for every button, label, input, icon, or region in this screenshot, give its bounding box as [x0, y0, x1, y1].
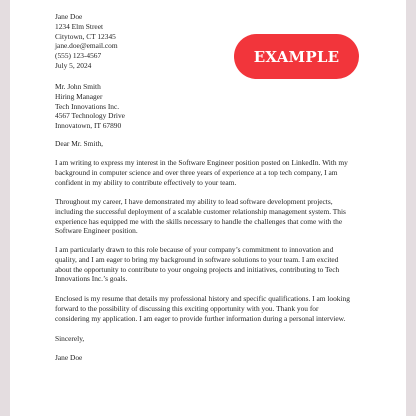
closing [55, 334, 370, 344]
paragraph-line: I am particularly drawn to this role because of your company’s commitment to innovation and [55, 245, 334, 254]
paragraph-line: I am writing to express my interest in the Software Engineer position posted on LinkedIn. With my [55, 158, 348, 167]
paragraph-line: quality, and I am eager to bring my background in software solutions to your team. I am excited [55, 254, 339, 264]
recipient-address-block [55, 82, 370, 131]
sender-street: 1234 Elm Street [55, 21, 104, 31]
signature [55, 353, 370, 363]
sender-address-block [55, 12, 370, 71]
paragraph-line: background in computer science and over three years of experience at a top tech company, I am [55, 167, 338, 177]
paragraph-line: including the successful deployment of a scalable customer relationship management system. This [55, 206, 346, 216]
paragraph-line: Software Engineer position. [55, 226, 138, 236]
body-paragraph-1 [55, 158, 370, 187]
paragraph-line: experience has equipped me with the skills necessary to handle the challenges that come with the [55, 216, 343, 226]
body-paragraph-3 [55, 245, 370, 284]
signature-name: Jane Doe [55, 353, 83, 362]
sender-city: Citytown, CT 12345 [55, 31, 116, 41]
closing-text: Sincerely, [55, 334, 85, 343]
recipient-company: Tech Innovations Inc. [55, 101, 120, 111]
sender-name: Jane Doe [55, 12, 83, 21]
example-badge-label: EXAMPLE [253, 47, 340, 66]
body-paragraph-4 [55, 294, 370, 323]
greeting-text: Dear Mr. Smith, [55, 139, 104, 148]
paragraph-line: about the opportunity to contribute to your ongoing projects and initiatives, contributing to Tech [55, 264, 340, 274]
paragraph-line: confident in my ability to contribute effectively to your team. [55, 177, 237, 187]
recipient-street: 4567 Technology Drive [55, 111, 125, 121]
body-paragraph-2 [55, 197, 370, 236]
recipient-title: Hiring Manager [55, 91, 103, 101]
paragraph-line: Throughout my career, I have demonstrated my ability to lead software development projects, [55, 197, 333, 206]
letter-date: July 5, 2024 [55, 60, 92, 70]
paragraph-line: considering my application. I am eager to provide further information during a personal interview. [55, 313, 346, 323]
greeting [55, 139, 370, 149]
recipient-name: Mr. John Smith [55, 82, 101, 91]
letter-page [10, 0, 406, 416]
recipient-city: Innovatown, IT 67890 [55, 121, 122, 131]
paragraph-line: Enclosed is my resume that details my professional history and specific qualifications. I am looking [55, 294, 350, 303]
paragraph-line: Innovations Inc.’s goals. [55, 274, 128, 284]
paragraph-line: forward to the possibility of discussing this exciting opportunity with you. Thank you for [55, 303, 319, 313]
sender-email: jane.doe@email.com [55, 41, 118, 51]
sender-phone: (555) 123-4567 [55, 51, 102, 61]
